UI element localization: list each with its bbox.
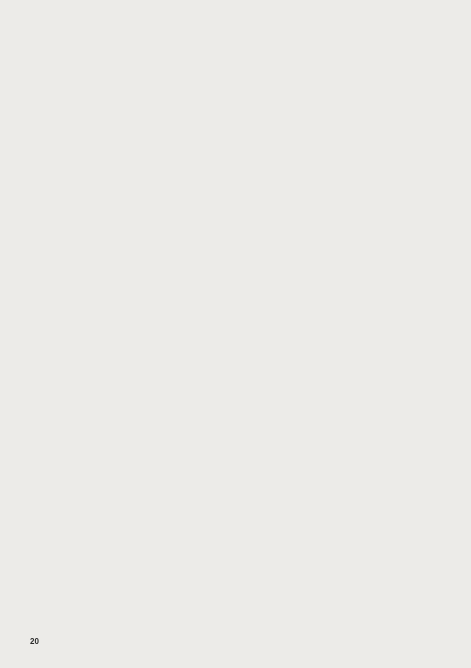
right-column [251,88,442,616]
page-footer [30,637,47,646]
left-column [44,88,235,616]
page-number: 20 [30,637,39,646]
text-columns [44,88,441,616]
